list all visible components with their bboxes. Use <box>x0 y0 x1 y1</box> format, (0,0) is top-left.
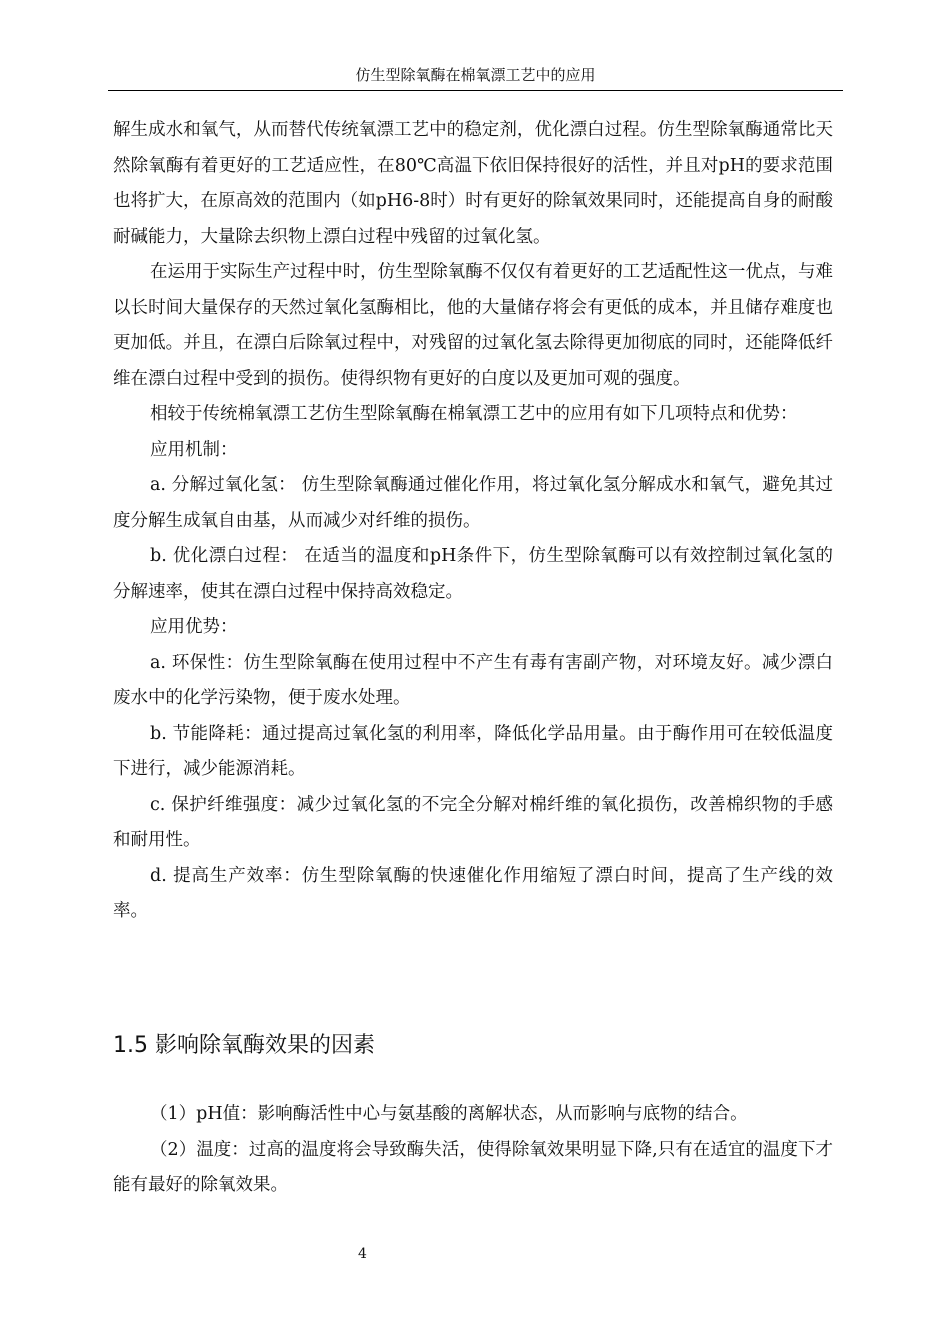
list-item: b. 优化漂白过程： 在适当的温度和pH条件下，仿生型除氧酶可以有效控制过氧化氢的分解速率，使其在漂白过程中保持高效稳定。 <box>113 546 833 602</box>
list-item: c. 保护纤维强度：减少过氧化氢的不完全分解对棉纤维的氧化损伤，改善棉织物的手感和耐用性。 <box>113 794 833 850</box>
list-item: （1）pH值：影响酶活性中心与氨基酸的离解状态，从而影响与底物的结合。 <box>150 1104 748 1124</box>
subheading-advantages: 应用优势： <box>150 617 238 637</box>
list-item: a. 分解过氧化氢： 仿生型除氧酶通过催化作用，将过氧化氢分解成水和氧气，避免其过度分解生成氧自由基，从而减少对纤维的损伤。 <box>113 475 833 531</box>
list-item: a. 环保性：仿生型除氧酶在使用过程中不产生有毒有害副产物，对环境友好。减少漂白废水中的化学污染物，便于废水处理。 <box>113 652 833 708</box>
list-item: d. 提高生产效率：仿生型除氧酶的快速催化作用缩短了漂白时间，提高了生产线的效率。 <box>113 865 833 921</box>
section-text <box>113 1097 833 1204</box>
page-number: 4 <box>358 1246 367 1262</box>
paragraph-continued: 解生成水和氧气，从而替代传统氧漂工艺中的稳定剂，优化漂白过程。仿生型除氧酶通常比天然除氧酶有着更好的工艺适应性，在80℃高温下依旧保持很好的活性，并且对pH的要求范围也将扩大，在原高效的范围内（如pH6-8时）时有更好的除氧效果同时，还能提高自身的耐酸耐碱能力，大量除去织物上漂白过程中残留的过氧化氢。 <box>113 120 833 247</box>
header-rule <box>108 90 843 91</box>
subheading-mechanism: 应用机制： <box>150 439 238 460</box>
paragraph: 在运用于实际生产过程中时，仿生型除氧酶不仅仅有着更好的工艺适配性这一优点，与难以长时间大量保存的天然过氧化氢酶相比，他的大量储存将会有更低的成本，并且储存难度也更加低。并且，在漂白后除氧过程中，对残留的过氧化氢去除得更加彻底的同时，还能降低纤维在漂白过程中受到的损伤。使得织物有更好的白度以及更加可观的强度。 <box>113 262 833 389</box>
list-item: （2）温度：过高的温度将会导致酶失活，使得除氧效果明显下降,只有在适宜的温度下才能有最好的除氧效果。 <box>113 1139 833 1195</box>
running-header: 仿生型除氧酶在棉氧漂工艺中的应用 <box>355 66 596 84</box>
list-item: b. 节能降耗：通过提高过氧化氢的利用率，降低化学品用量。由于酶作用可在较低温度下进行，减少能源消耗。 <box>113 723 833 779</box>
section-heading: 1.5 影响除氧酶效果的因素 <box>113 1033 375 1058</box>
body-text <box>113 113 833 930</box>
paragraph: 相较于传统棉氧漂工艺仿生型除氧酶在棉氧漂工艺中的应用有如下几项特点和优势： <box>150 404 798 424</box>
